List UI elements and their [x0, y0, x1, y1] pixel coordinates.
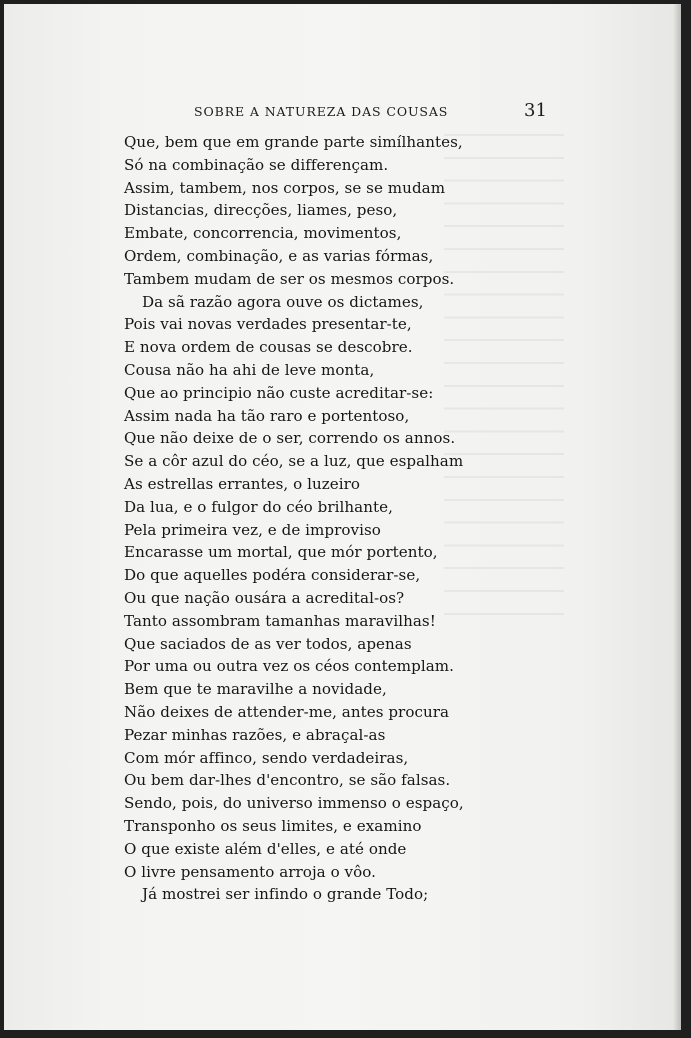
verse-line: Não deixes de attender-me, antes procura: [124, 702, 450, 721]
verse-line: Transponho os seus limites, e examino: [124, 816, 422, 835]
verse-line: Pois vai novas verdades presentar-te,: [124, 315, 412, 334]
verse-line: Ordem, combinação, e as varias fórmas,: [124, 246, 434, 265]
verse-line: Tambem mudam de ser os mesmos corpos.: [124, 269, 455, 288]
verse-line: O que existe além d'elles, e até onde: [124, 839, 407, 858]
verse-line: Bem que te maravilhe a novidade,: [124, 680, 387, 699]
verse-line: Pela primeira vez, e de improviso: [124, 520, 381, 539]
verse-line: As estrellas errantes, o luzeiro: [124, 474, 361, 493]
verse-line: Embate, concorrencia, movimentos,: [124, 224, 402, 243]
verse-line: Só na combinação se differençam.: [124, 155, 389, 174]
verse-line: Ou bem dar-lhes d'encontro, se são falsas.: [124, 771, 451, 790]
verse-line: E nova ordem de cousas se descobre.: [124, 338, 413, 357]
verse-line: Distancias, direcções, liames, peso,: [124, 201, 398, 220]
verse-line: Já mostrei ser infindo o grande Todo;: [142, 885, 429, 904]
verse-line: Sendo, pois, do universo immenso o espaço,: [124, 794, 464, 813]
verse-line: Assim, tambem, nos corpos, se se mudam: [124, 178, 446, 197]
verse-line: Que não deixe de o ser, correndo os annos.: [124, 429, 456, 448]
verse-line: Encarasse um mortal, que mór portento,: [124, 543, 438, 562]
verse-line: Ou que nação ousára a acredital-os?: [124, 588, 405, 607]
verse-line: Do que aquelles podéra considerar-se,: [124, 566, 421, 585]
verse-line: Que ao principio não custe acreditar-se:: [124, 383, 434, 402]
verse-line: O livre pensamento arroja o vôo.: [124, 862, 376, 881]
verse-line: Da lua, e o fulgor do céo brilhante,: [124, 497, 393, 516]
verse-line: Tanto assombram tamanhas maravilhas!: [124, 611, 436, 630]
verse-line: Pezar minhas razões, e abraçal-as: [124, 725, 386, 744]
verse-line: Da sã razão agora ouve os dictames,: [142, 292, 424, 311]
verse-line: Que, bem que em grande parte simílhantes,: [124, 133, 463, 151]
verse-line: Que saciados de as ver todos, apenas: [124, 634, 412, 653]
verse-line: Se a côr azul do céo, se a luz, que espalham: [124, 452, 464, 471]
page-edge-shadow: [673, 4, 681, 1030]
verse-line: Com mór affinco, sendo verdadeiras,: [124, 748, 409, 767]
verse-line: Por uma ou outra vez os céos contemplam.: [124, 657, 454, 676]
running-title: SOBRE A NATUREZA DAS COUSAS: [194, 104, 449, 119]
book-page: [4, 4, 681, 1030]
page-number: 31: [524, 100, 547, 121]
poem-text: [124, 131, 554, 906]
verse-line: Assim nada ha tão raro e portentoso,: [124, 406, 410, 425]
verse-line: Cousa não ha ahi de leve monta,: [124, 360, 375, 379]
